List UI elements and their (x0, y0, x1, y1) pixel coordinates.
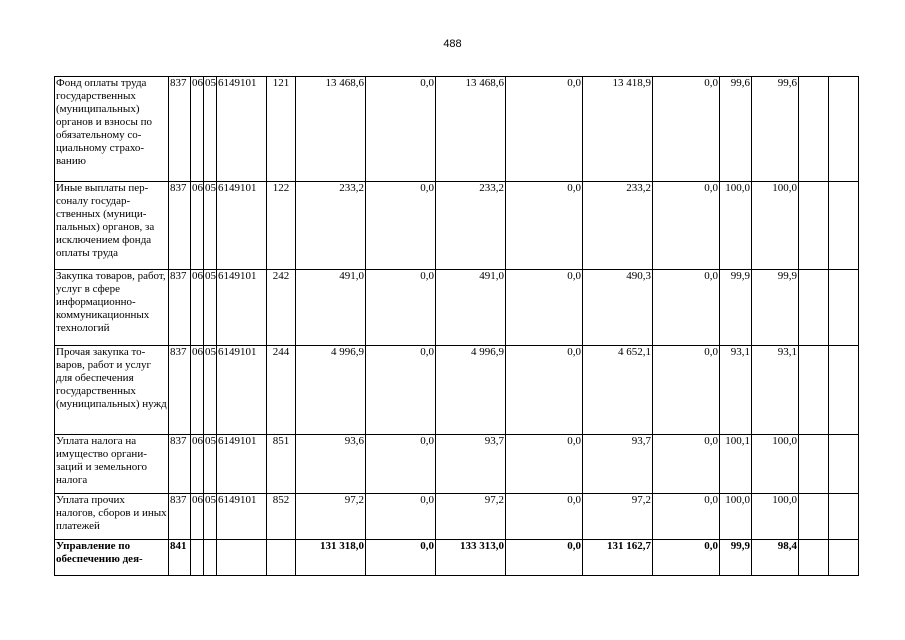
value-cell: 0,0 (366, 77, 436, 182)
empty-cell (799, 494, 829, 540)
value-cell: 93,7 (436, 435, 506, 494)
value-cell: 0,0 (506, 182, 583, 270)
value-cell: 233,2 (296, 182, 366, 270)
vr-code-cell: 242 (267, 270, 296, 346)
value-cell: 0,0 (653, 270, 720, 346)
value-cell: 93,6 (296, 435, 366, 494)
value-cell: 133 313,0 (436, 540, 506, 576)
percent-cell: 100,0 (720, 494, 752, 540)
value-cell: 0,0 (506, 540, 583, 576)
value-cell: 97,2 (583, 494, 653, 540)
pr-code-cell: 05 (204, 182, 217, 270)
value-cell: 0,0 (506, 346, 583, 435)
empty-cell (829, 494, 859, 540)
value-cell: 93,7 (583, 435, 653, 494)
value-cell: 13 468,6 (296, 77, 366, 182)
empty-cell (799, 270, 829, 346)
value-cell: 0,0 (366, 494, 436, 540)
table-row (55, 270, 859, 346)
ved-code-cell: 837 (169, 346, 191, 435)
empty-cell (799, 346, 829, 435)
percent-cell: 99,9 (752, 270, 799, 346)
value-cell: 0,0 (653, 540, 720, 576)
percent-cell: 93,1 (720, 346, 752, 435)
rz-code-cell: 06 (191, 435, 204, 494)
table-row (55, 435, 859, 494)
pr-code-cell: 05 (204, 346, 217, 435)
pr-code-cell: 05 (204, 435, 217, 494)
table-row (55, 77, 859, 182)
ved-code-cell: 837 (169, 494, 191, 540)
percent-cell: 100,1 (720, 435, 752, 494)
percent-cell: 100,0 (752, 182, 799, 270)
vr-code-cell: 244 (267, 346, 296, 435)
ved-code-cell: 837 (169, 270, 191, 346)
rz-code-cell (191, 540, 204, 576)
value-cell: 4 652,1 (583, 346, 653, 435)
percent-cell: 99,9 (720, 540, 752, 576)
table-row (55, 494, 859, 540)
value-cell: 0,0 (366, 540, 436, 576)
vr-code-cell: 122 (267, 182, 296, 270)
empty-cell (799, 182, 829, 270)
value-cell: 0,0 (506, 77, 583, 182)
ved-code-cell: 841 (169, 540, 191, 576)
vr-code-cell: 851 (267, 435, 296, 494)
value-cell: 491,0 (296, 270, 366, 346)
value-cell: 0,0 (653, 182, 720, 270)
value-cell: 491,0 (436, 270, 506, 346)
pr-code-cell: 05 (204, 494, 217, 540)
row-name-cell: Фонд оплаты труда государственных (муниципальных) органов и взносы по обязательному со- циальному страхо- ванию (55, 77, 169, 182)
empty-cell (829, 435, 859, 494)
pr-code-cell: 05 (204, 270, 217, 346)
empty-cell (829, 77, 859, 182)
empty-cell (799, 540, 829, 576)
value-cell: 0,0 (366, 346, 436, 435)
value-cell: 4 996,9 (296, 346, 366, 435)
csr-code-cell: 6149101 (217, 77, 267, 182)
csr-code-cell (217, 540, 267, 576)
rz-code-cell: 06 (191, 77, 204, 182)
value-cell: 0,0 (366, 270, 436, 346)
value-cell: 0,0 (506, 435, 583, 494)
rz-code-cell: 06 (191, 346, 204, 435)
percent-cell: 99,9 (720, 270, 752, 346)
csr-code-cell: 6149101 (217, 435, 267, 494)
ved-code-cell: 837 (169, 182, 191, 270)
table-row-total (55, 540, 859, 576)
value-cell: 131 318,0 (296, 540, 366, 576)
value-cell: 97,2 (296, 494, 366, 540)
percent-cell: 93,1 (752, 346, 799, 435)
percent-cell: 98,4 (752, 540, 799, 576)
value-cell: 0,0 (366, 182, 436, 270)
budget-execution-table (54, 76, 859, 576)
vr-code-cell (267, 540, 296, 576)
percent-cell: 99,6 (720, 77, 752, 182)
csr-code-cell: 6149101 (217, 270, 267, 346)
percent-cell: 99,6 (752, 77, 799, 182)
empty-cell (799, 77, 829, 182)
percent-cell: 100,0 (720, 182, 752, 270)
empty-cell (829, 346, 859, 435)
page-number: 488 (443, 38, 462, 50)
value-cell: 131 162,7 (583, 540, 653, 576)
value-cell: 97,2 (436, 494, 506, 540)
value-cell: 0,0 (653, 494, 720, 540)
value-cell: 233,2 (436, 182, 506, 270)
percent-cell: 100,0 (752, 494, 799, 540)
rz-code-cell: 06 (191, 270, 204, 346)
value-cell: 0,0 (506, 270, 583, 346)
empty-cell (799, 435, 829, 494)
rz-code-cell: 06 (191, 182, 204, 270)
ved-code-cell: 837 (169, 435, 191, 494)
row-name-cell: Уплата налога на имущество органи- заций и земельного налога (55, 435, 169, 494)
value-cell: 233,2 (583, 182, 653, 270)
vr-code-cell: 121 (267, 77, 296, 182)
value-cell: 0,0 (653, 346, 720, 435)
row-name-cell: Прочая закупка то- варов, работ и услуг для обеспечения государственных (муниципальных) нужд (55, 346, 169, 435)
pr-code-cell: 05 (204, 77, 217, 182)
csr-code-cell: 6149101 (217, 182, 267, 270)
rz-code-cell: 06 (191, 494, 204, 540)
value-cell: 13 418,9 (583, 77, 653, 182)
empty-cell (829, 182, 859, 270)
percent-cell: 100,0 (752, 435, 799, 494)
ved-code-cell: 837 (169, 77, 191, 182)
empty-cell (829, 270, 859, 346)
value-cell: 0,0 (653, 435, 720, 494)
pr-code-cell (204, 540, 217, 576)
row-name-cell: Уплата прочих налогов, сборов и иных платежей (55, 494, 169, 540)
row-name-cell: Иные выплаты пер- соналу государ- ственных (муници- пальных) органов, за исключением фонда оплаты труда (55, 182, 169, 270)
empty-cell (829, 540, 859, 576)
row-name-cell: Управление по обеспечению дея- (55, 540, 169, 576)
value-cell: 0,0 (653, 77, 720, 182)
value-cell: 0,0 (506, 494, 583, 540)
csr-code-cell: 6149101 (217, 346, 267, 435)
value-cell: 0,0 (366, 435, 436, 494)
value-cell: 13 468,6 (436, 77, 506, 182)
value-cell: 4 996,9 (436, 346, 506, 435)
value-cell: 490,3 (583, 270, 653, 346)
row-name-cell: Закупка товаров, работ, услуг в сфере информационно- коммуникационных технологий (55, 270, 169, 346)
table-row (55, 346, 859, 435)
table-row (55, 182, 859, 270)
csr-code-cell: 6149101 (217, 494, 267, 540)
vr-code-cell: 852 (267, 494, 296, 540)
